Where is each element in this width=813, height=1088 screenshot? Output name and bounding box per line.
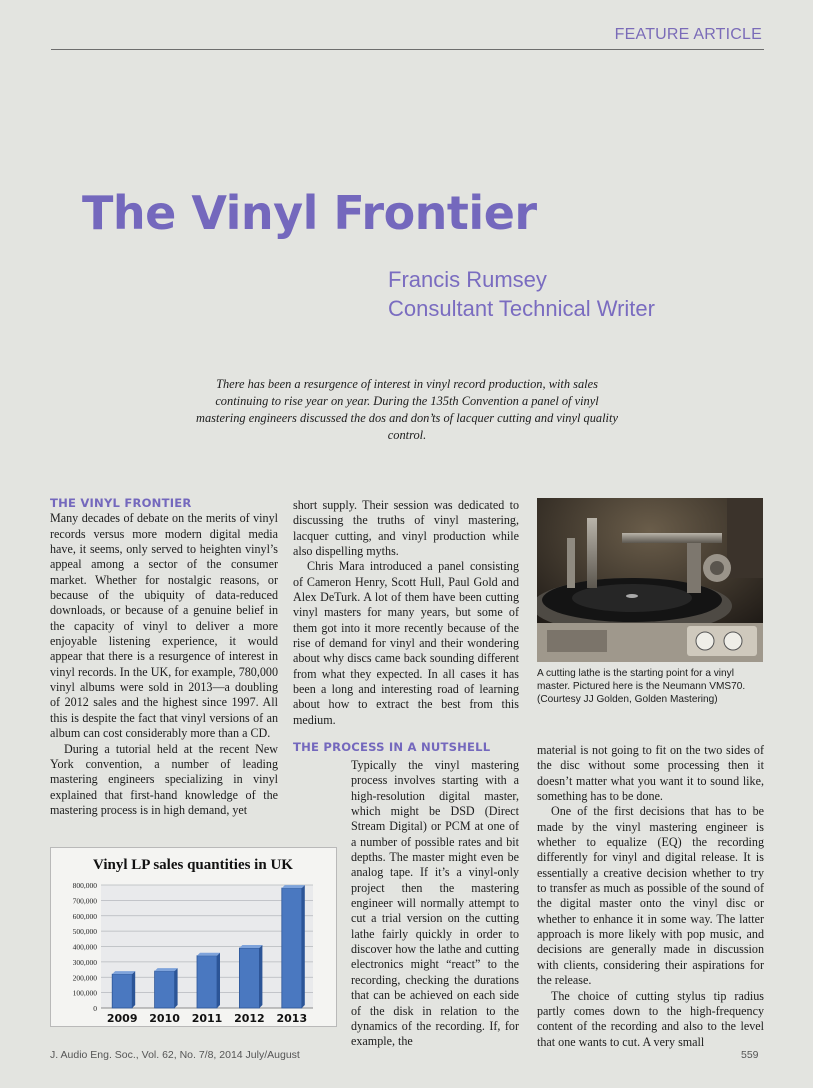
- y-tick-label: 700,000: [72, 896, 97, 906]
- bar-2012: [239, 948, 259, 1008]
- uk-vinyl-sales-chart: [50, 847, 337, 1027]
- paragraph: Chris Mara introduced a panel consisting of Cameron Henry, Scott Hull, Paul Gold and Alex DeTurk. A lot of them have been cutting vinyl masters for many years, but some of them got into it more recently because of the rise of demand for vinyl and their wondering about why discs came back sounding different from what they expected. In all cases it has been a long and interesting road of learning about how to extract the best from this medium.: [293, 559, 519, 727]
- bar-top-2011: [197, 953, 220, 956]
- author-block: [388, 265, 655, 323]
- paragraph: Many decades of debate on the merits of vinyl records versus more modern digital media have, it seems, only served to heighten vinyl’s appeal among a sector of the consumer market. Whether for nostalgic reasons, or because of the ubiquity of data-reduced downloads, or because of a genuine belief in the capacity of vinyl to deliver a more enjoyable listening experience, it would appear that there is a resurgence of interest in vinyl records. In the UK, for example, 780,000 vinyl albums were sold in 2013—a doubling of 2012 sales and the highest since 1997. All this is despite the fact that vinyl versions of an album can cost considerably more than a CD.: [50, 511, 278, 741]
- x-tick-label: 2009: [106, 1012, 138, 1025]
- abstract: There has been a resurgence of interest in vinyl record production, with sales continuing to rise year on year. During the 135th Convention a panel of vinyl mastering engineers discussed the dos and don’ts of lacquer cutting and vinyl quality control.: [196, 377, 618, 442]
- footer-citation: J. Audio Eng. Soc., Vol. 62, No. 7/8, 2014 July/August: [50, 1049, 300, 1061]
- y-tick-label: 200,000: [72, 973, 97, 983]
- bar-2009: [112, 974, 132, 1008]
- chart-svg: [51, 848, 336, 1026]
- chart-title: Vinyl LP sales quantities in UK: [93, 857, 293, 873]
- section-label: FEATURE ARTICLE: [614, 26, 762, 43]
- bar-side-2009: [132, 971, 135, 1008]
- bar-top-2010: [155, 968, 178, 971]
- y-tick-label: 400,000: [72, 942, 97, 952]
- bar-2011: [197, 956, 217, 1008]
- paragraph: During a tutorial held at the recent New York convention, a number of leading mastering engineers specializing in vinyl explained that first-hand knowledge of the mastering process is in high demand, yet: [50, 741, 278, 817]
- x-tick-label: 2013: [276, 1012, 308, 1025]
- column-1: [50, 496, 278, 818]
- author-role: Consultant Technical Writer: [388, 296, 655, 321]
- y-tick-label: 600,000: [72, 911, 97, 921]
- cutting-lathe-photo: [537, 498, 763, 662]
- section-heading-vinyl-frontier: THE VINYL FRONTIER: [50, 496, 192, 510]
- bar-2013: [282, 888, 302, 1008]
- bar-top-2013: [282, 885, 305, 888]
- bar-2010: [155, 971, 175, 1008]
- paragraph: Typically the vinyl mastering process involves starting with a high-resolution digital master, which might be DSD (Direct Stream Digital) or PCM at one of a number of possible rates and bit depths. The master might even be analog tape. If it’s a vinyl-only project then the mastering engineer will normally attempt to cut a trial version on the cutting lathe fairly quickly in order to discover how the lathe and cutting electronics might “react” to the recording, checking the durations that can be achieved on each side of the disk in relation to the dynamics of the recording. If, for example, the: [351, 758, 519, 1049]
- bar-side-2013: [302, 885, 305, 1008]
- column-3: [537, 743, 764, 1050]
- x-tick-label: 2010: [149, 1012, 180, 1025]
- lathe-illustration: [537, 498, 763, 662]
- article-title: The Vinyl Frontier: [82, 186, 537, 240]
- paragraph: One of the first decisions that has to be made by the vinyl mastering engineer is whether to equalize (EQ) the recording differently for vinyl and digital release. It is essentially a creative decision whether to try to transfer as much as possible of the sound of the digital master onto the vinyl disc or whether to enhance it in some way. The latter approach is more likely with pop music, and decisions are generally made in discussion with clients, considering their aspirations for the release.: [537, 804, 764, 988]
- x-tick-label: 2012: [234, 1012, 265, 1025]
- y-tick-label: 100,000: [72, 988, 97, 998]
- photo-caption: A cutting lathe is the starting point for a vinyl master. Pictured here is the Neumann VMS70. (Courtesy JJ Golden, Golden Mastering): [537, 668, 746, 705]
- bar-side-2012: [259, 945, 262, 1008]
- paragraph: The choice of cutting stylus tip radius partly comes down to the high-frequency content of the recording and also to the level that one wants to cut. A very small: [537, 988, 764, 1049]
- bar-side-2010: [175, 968, 178, 1008]
- y-tick-label: 800,000: [72, 881, 97, 890]
- y-tick-label: 500,000: [72, 927, 97, 937]
- section-heading-process: THE PROCESS IN A NUTSHELL: [293, 740, 491, 755]
- x-tick-label: 2011: [191, 1012, 223, 1025]
- bar-side-2011: [217, 953, 220, 1008]
- bar-top-2009: [112, 971, 135, 974]
- header-rule: [51, 49, 764, 50]
- paragraph: short supply. Their session was dedicated to discussing the truths of vinyl mastering, lacquer cutting, and vinyl production while also dispelling myths.: [293, 498, 519, 559]
- bar-top-2012: [239, 945, 262, 948]
- wrap-spacer-top: [293, 758, 351, 760]
- author-name: Francis Rumsey: [388, 267, 547, 292]
- column-2: [293, 498, 519, 756]
- y-tick-label: 0: [93, 1004, 97, 1013]
- y-tick-label: 300,000: [72, 957, 97, 967]
- paragraph: material is not going to fit on the two sides of the disc without some processing then it doesn’t matter what you want it to sound like, something has to be done.: [537, 743, 764, 804]
- page-number: 559: [741, 1049, 759, 1061]
